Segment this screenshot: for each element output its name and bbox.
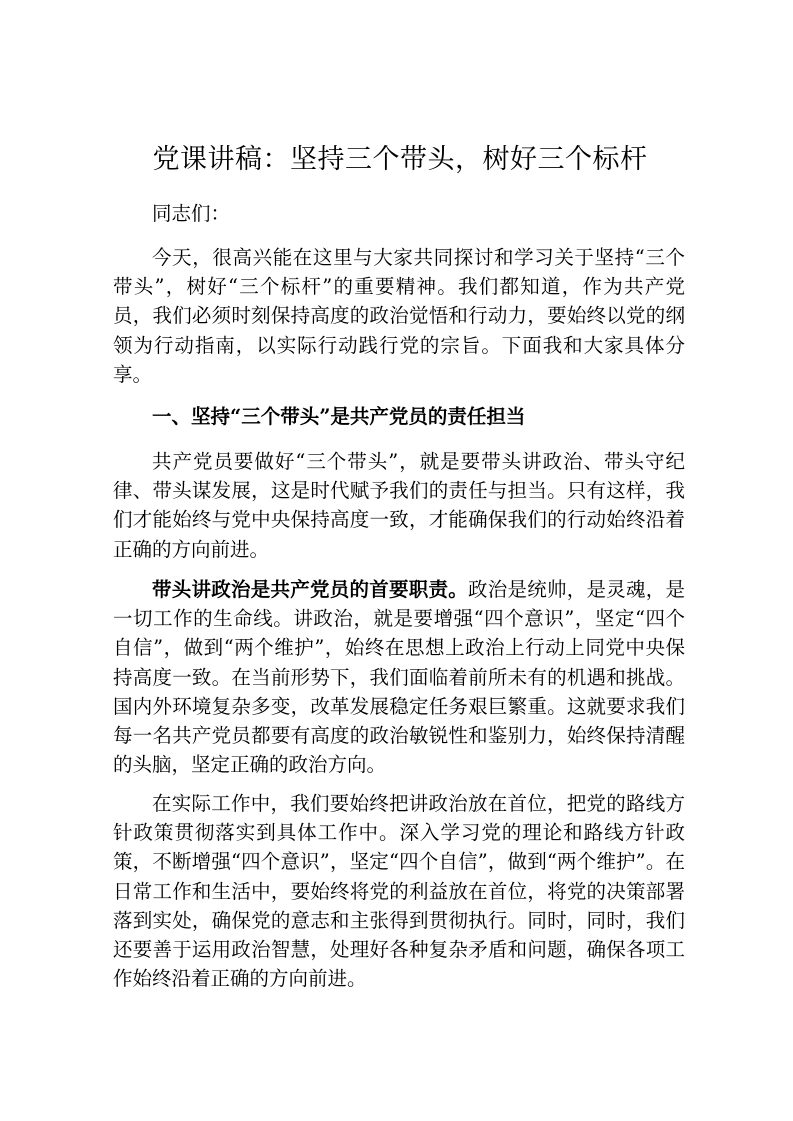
section-paragraph-2: [113, 575, 685, 779]
intro-paragraph: 今天，很高兴能在这里与大家共同探讨和学习关于坚持“三个带头”，树好“三个标杆”的重要精神。我们都知道，作为共产党员，我们必须时刻保持高度的政治觉悟和行动力，要始终以党的纲领为行动指南，以实际行动践行党的宗旨。下面我和大家具体分享。: [113, 246, 685, 386]
paragraph-lead-sentence: 带头讲政治是共产党员的首要职责。: [152, 578, 468, 601]
paragraph-body: 政治是统帅，是灵魂，是一切工作的生命线。讲政治，就是要增强“四个意识”，坚定“四个自信”，做到“两个维护”，始终在思想上政治上行动上同党中央保持高度一致。在当前形势下，我们面临着前所未有的机遇和挑战。国内外环境复杂多变，改革发展稳定任务艰巨繁重。这就要求我们每一名共产党员都要有高度的政治敏锐性和鉴别力，始终保持清醒的头脑，坚定正确的政治方向。: [113, 578, 685, 777]
section-paragraph-1: 共产党员要做好“三个带头”，就是要带头讲政治、带头守纪律、带头谋发展，这是时代赋予我们的责任与担当。只有这样，我们才能始终与党中央保持高度一致，才能确保我们的行动始终沿着正确的方向前进。: [113, 450, 685, 561]
greeting: 同志们：: [152, 202, 231, 225]
section-heading: 一、坚持“三个带头”是共产党员的责任担当: [152, 405, 526, 428]
section-paragraph-3: 在实际工作中，我们要始终把讲政治放在首位，把党的路线方针政策贯彻落实到具体工作中。深入学习党的理论和路线方针政策，不断增强“四个意识”，坚定“四个自信”，做到“两个维护”。在日常工作和生活中，要始终将党的利益放在首位，将党的决策部署落到实处，确保党的意志和主张得到贯彻执行。同时，同时，我们还要善于运用政治智慧，处理好各种复杂矛盾和问题，确保各项工作始终沿着正确的方向前进。: [113, 792, 685, 991]
document-title: 党课讲稿：坚持三个带头，树好三个标杆: [152, 144, 648, 175]
